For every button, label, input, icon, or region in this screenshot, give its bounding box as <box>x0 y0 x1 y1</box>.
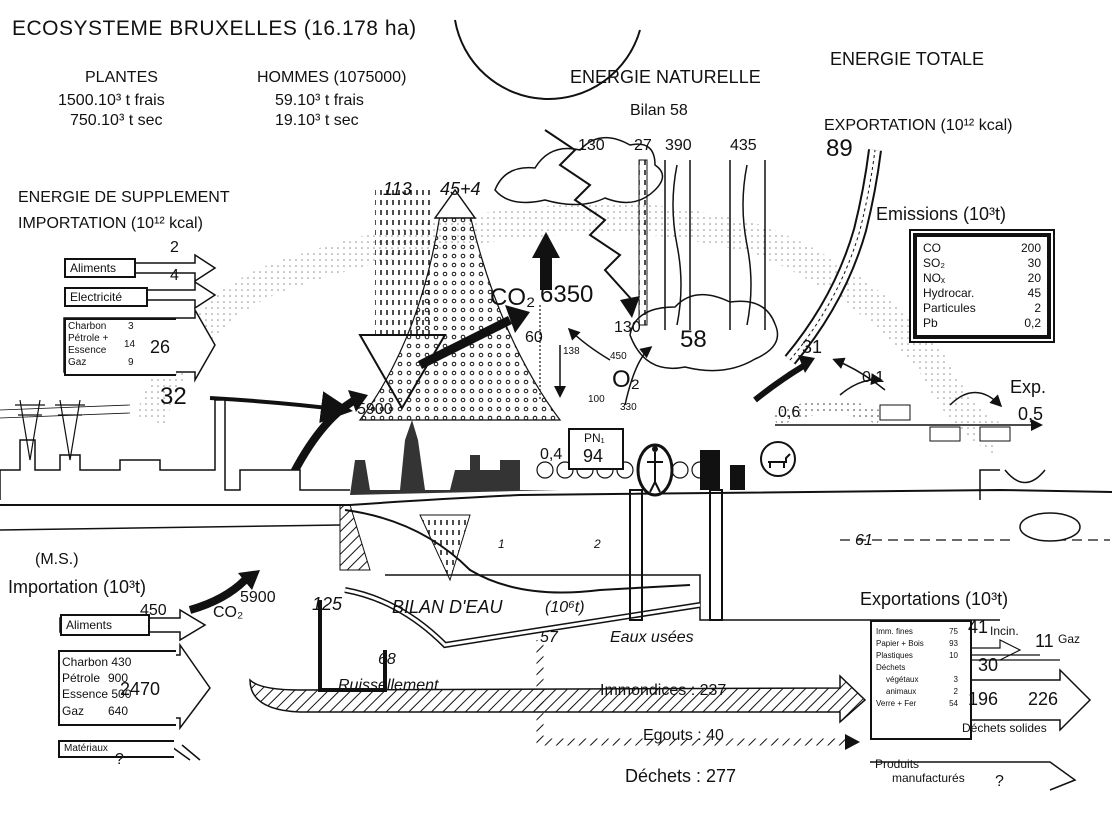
o2-label: O₂ <box>612 366 640 393</box>
emission-row <box>923 271 1041 286</box>
energie-totale-label: ENERGIE TOTALE <box>830 49 985 69</box>
emission-name: Pb <box>923 316 938 330</box>
cloud-value-58: 58 <box>680 326 707 353</box>
value-0-1: 0,1 <box>862 369 885 386</box>
bilan-eau-unit: (10⁶t) <box>545 599 585 616</box>
value-11: 11 <box>1035 631 1054 651</box>
value-226: 226 <box>1028 689 1059 709</box>
export-row <box>876 638 958 650</box>
aliments-box: Aliments <box>64 258 136 278</box>
incin-label: Incin. <box>990 624 1019 638</box>
hommes-frais: 59.10³ t frais <box>275 92 364 109</box>
export-row <box>876 662 958 674</box>
co2-ms-label: CO₂ <box>213 604 244 621</box>
supplement-subtitle: IMPORTATION (10¹² kcal) <box>18 215 203 232</box>
export-value: 10 <box>949 651 958 660</box>
charbon-label: Charbon <box>68 321 107 332</box>
emission-name: Particules <box>923 301 976 315</box>
export-value: 3 <box>953 675 958 684</box>
fuels-total: 26 <box>150 337 171 357</box>
gaz-ms-label: Gaz <box>62 704 85 718</box>
arrow-31 <box>755 365 805 400</box>
importation-ms-title: Importation (10³t) <box>8 577 147 597</box>
export-row <box>876 626 958 638</box>
charbon-value: 3 <box>128 321 134 332</box>
essence-ms: Essence 500 <box>62 687 132 701</box>
fuels-ms-total: 2470 <box>120 679 161 699</box>
value-100: 100 <box>588 394 605 405</box>
supplement-total: 32 <box>160 383 187 410</box>
exportations-title: Exportations (10³t) <box>860 589 1009 609</box>
value-130: 130 <box>578 137 605 154</box>
gaz-ms-value: 640 <box>108 704 129 718</box>
value-0-5: 0,5 <box>1018 404 1044 424</box>
value-45-4: 45+4 <box>440 179 481 199</box>
aliments-ms-value: 450 <box>140 602 167 619</box>
export-row <box>876 686 958 698</box>
essence-label: Essence <box>68 345 107 356</box>
city-center <box>350 420 563 495</box>
exp-label: Exp. <box>1010 377 1047 397</box>
value-0-4: 0,4 <box>540 446 563 463</box>
dechets-solides-label: Déchets solides <box>962 721 1047 735</box>
wall-hatch <box>340 505 370 570</box>
export-name: animaux <box>886 687 917 696</box>
export-value: 75 <box>949 627 958 636</box>
eaux-usees-label: Eaux usées <box>610 629 694 646</box>
emissions-title: Emissions (10³t) <box>876 204 1007 224</box>
emission-row <box>923 316 1041 331</box>
water-bed <box>345 510 690 593</box>
export-value: 2 <box>953 687 958 696</box>
co2-value: 6350 <box>540 281 594 308</box>
petrole-ms-value: 900 <box>108 671 129 685</box>
produits-label: Produits <box>875 757 920 771</box>
plantes-sec: 750.10³ t sec <box>70 112 163 129</box>
emission-value: 200 <box>1020 241 1041 255</box>
value-30: 30 <box>978 655 999 675</box>
co2-label: CO₂ <box>490 284 536 311</box>
value-0-6: 0,6 <box>778 404 801 421</box>
emission-row <box>923 241 1041 256</box>
manufactures-label: manufacturés <box>892 771 965 785</box>
exportation-value: 89 <box>826 135 853 162</box>
truck-1 <box>880 405 910 420</box>
energie-naturelle-label: ENERGIE NATURELLE <box>570 67 761 87</box>
export-name: végétaux <box>886 675 919 684</box>
charbon-ms: Charbon 430 <box>62 655 132 669</box>
emission-name: CO <box>923 241 941 255</box>
aliments-value: 2 <box>170 239 179 256</box>
exportation-label: EXPORTATION (10¹² kcal) <box>824 117 1013 134</box>
co2-ms-value: 5900 <box>240 589 276 606</box>
atmosphere-dome <box>150 218 1000 441</box>
plantes-label: PLANTES <box>85 69 158 86</box>
value-435: 435 <box>730 137 757 154</box>
export-name: Verre + Fer <box>876 699 917 708</box>
pn-label: PN₁ <box>584 431 605 445</box>
ms-label: (M.S.) <box>35 551 79 568</box>
export-value: 54 <box>949 699 958 708</box>
diagram-title: ECOSYSTEME BRUXELLES (16.178 ha) <box>12 17 417 40</box>
gaz-export-label: Gaz <box>1058 632 1081 646</box>
produits-question: ? <box>995 773 1004 790</box>
well-2 <box>710 490 722 620</box>
export-name: Imm. fines <box>876 627 913 636</box>
value-130-bottom: 130 <box>614 319 641 336</box>
sun <box>455 20 640 99</box>
petrole-label: Pétrole + <box>68 333 109 344</box>
gaz-label: Gaz <box>68 357 87 368</box>
emission-row <box>923 286 1041 301</box>
arrow-5900 <box>290 400 355 480</box>
hommes-label: HOMMES (1075000) <box>257 69 407 86</box>
egouts-label: Egouts : 40 <box>643 727 724 744</box>
export-row <box>876 698 958 710</box>
value-27: 27 <box>634 137 652 154</box>
value-57: 57 <box>540 629 558 646</box>
export-name: Papier + Bois <box>876 639 924 648</box>
value-61: 61 <box>855 532 873 549</box>
petrole-value: 14 <box>124 339 136 350</box>
arrow-32 <box>210 398 345 410</box>
value-390: 390 <box>665 137 692 154</box>
pn-value: 94 <box>583 446 604 466</box>
emission-value: 45 <box>1027 286 1041 300</box>
bilan-eau-label: BILAN D'EAU <box>392 597 503 617</box>
value-31: 31 <box>802 337 823 357</box>
value-125: 125 <box>312 594 343 614</box>
electricite-box: Electricité <box>64 287 148 307</box>
emission-value: 0,2 <box>1024 316 1041 330</box>
export-row <box>876 674 958 686</box>
dog-icon <box>761 442 795 476</box>
truck-2 <box>930 427 960 441</box>
bilan-58: Bilan 58 <box>630 102 688 119</box>
value-41: 41 <box>968 617 989 637</box>
pond <box>1020 513 1080 541</box>
value-196: 196 <box>968 689 999 709</box>
value-68: 68 <box>378 651 396 668</box>
industrial-skyline <box>0 400 350 500</box>
exportations-box <box>870 620 972 740</box>
emission-row <box>923 301 1041 316</box>
emission-value: 30 <box>1027 256 1041 270</box>
groundwater-cone <box>420 515 470 580</box>
emission-name: NOₓ <box>923 271 945 285</box>
export-name: Plastiques <box>876 651 913 660</box>
aliments-ms-box: Aliments <box>60 614 150 636</box>
value-1: 1 <box>498 537 505 551</box>
materiaux-question: ? <box>115 751 124 768</box>
column-27 <box>639 160 647 325</box>
well-1 <box>630 490 642 620</box>
ruissellement-label: Ruissellement <box>338 677 439 694</box>
petrole-ms-label: Pétrole <box>62 671 101 685</box>
export-row <box>876 650 958 662</box>
emissions-box <box>913 233 1051 339</box>
materiaux-box: Matériaux <box>58 740 174 758</box>
supplement-title: ENERGIE DE SUPPLEMENT <box>18 189 230 206</box>
value-330: 330 <box>620 402 637 413</box>
gaz-value: 9 <box>128 357 134 368</box>
dechets-label: Déchets : 277 <box>625 766 737 786</box>
hommes-sec: 19.10³ t sec <box>275 112 359 129</box>
value-450: 450 <box>610 351 627 362</box>
export-value: 93 <box>949 639 958 648</box>
plantes-frais: 1500.10³ t frais <box>58 92 165 109</box>
emission-value: 2 <box>1034 301 1041 315</box>
value-60: 60 <box>525 329 543 346</box>
emission-name: Hydrocar. <box>923 286 975 300</box>
value-113: 113 <box>383 179 412 199</box>
value-138: 138 <box>563 346 580 357</box>
export-name: Déchets <box>876 663 906 672</box>
value-2: 2 <box>594 537 601 551</box>
zigzag-arrowhead <box>620 296 640 318</box>
emission-name: SO₂ <box>923 256 945 270</box>
electricite-value: 4 <box>170 267 179 284</box>
immondices-label: Immondices : 237 <box>600 682 727 699</box>
value-5900: 5900 <box>357 401 393 418</box>
truck-3 <box>980 427 1010 441</box>
emission-value: 20 <box>1027 271 1041 285</box>
towers <box>700 450 745 490</box>
emission-row <box>923 256 1041 271</box>
